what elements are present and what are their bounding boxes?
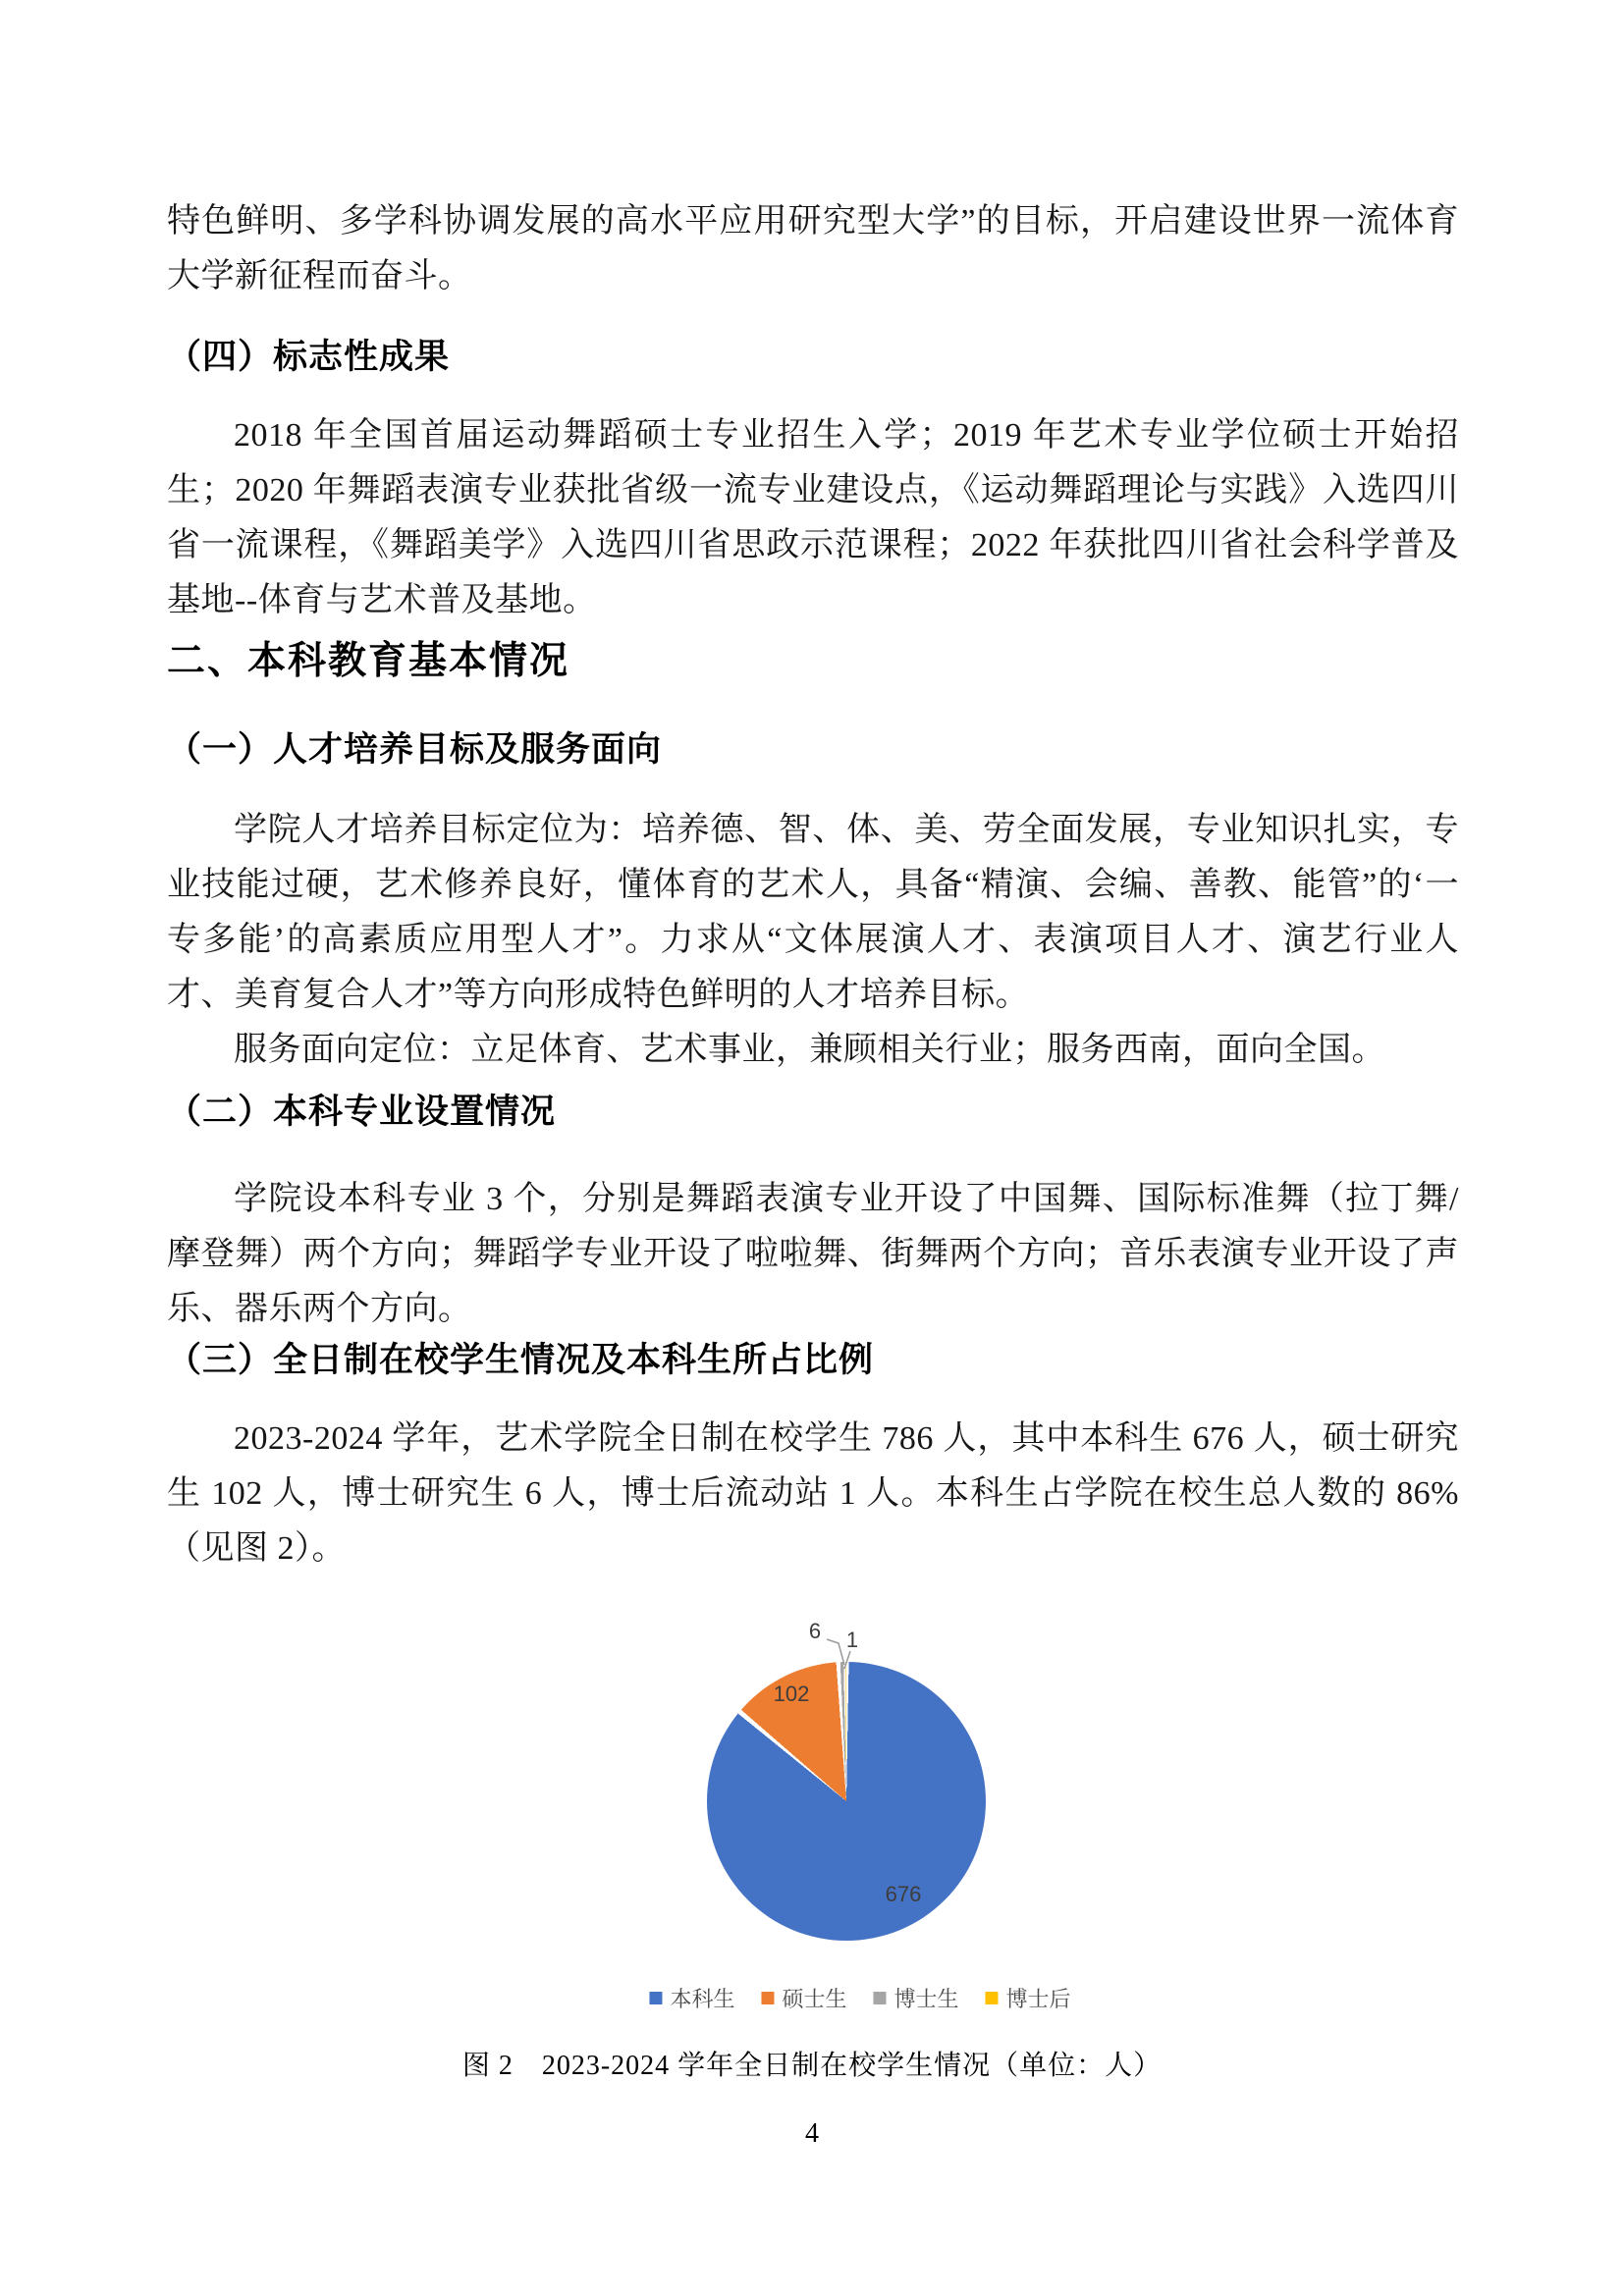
paragraph-enrollment — [167, 1412, 1459, 1576]
pie-chart — [707, 1662, 986, 1941]
heading-section-2-1: （一）人才培养目标及服务面向 — [167, 730, 663, 769]
paragraph-continuation — [167, 194, 1459, 304]
pie-label-doctoral: 6 — [808, 1619, 822, 1643]
heading-section-4: （四）标志性成果 — [167, 338, 451, 376]
pie-label-master: 102 — [773, 1682, 810, 1706]
pie-label-undergrad: 676 — [885, 1882, 922, 1906]
legend-label: 博士后 — [1005, 1987, 1071, 2011]
legend-label: 硕士生 — [782, 1987, 847, 2011]
legend-label: 博士生 — [893, 1987, 959, 2011]
page-number: 4 — [805, 2118, 819, 2149]
heading-section-2-3: （三）全日制在校学生情况及本科生所占比例 — [167, 1341, 875, 1379]
paragraph-achievements — [167, 408, 1459, 628]
legend-swatch-postdoc — [986, 1992, 999, 2004]
heading-section-2-2: （二）本科专业设置情况 — [167, 1093, 557, 1131]
paragraph-text: 学院设本科专业 3 个，分别是舞蹈表演专业开设了中国舞、国际标准舞（拉丁舞/摩登舞）两个方向；舞蹈学专业开设了啦啦舞、街舞两个方向；音乐表演专业开设了声乐、器乐两个方向。 — [167, 1181, 1459, 1327]
legend-item-undergrad — [649, 1983, 734, 2013]
legend-label: 本科生 — [670, 1987, 735, 2011]
legend-item-doctoral — [874, 1983, 959, 2013]
paragraph-training-goal — [167, 803, 1459, 1078]
legend-swatch-doctoral — [874, 1992, 887, 2004]
paragraph-text: 2018 年全国首届运动舞蹈硕士专业招生入学；2019 年艺术专业学位硕士开始招生；2020 年舞蹈表演专业获批省级一流专业建设点，《运动舞蹈理论与实践》入选四川省一流课程，《舞蹈美学》入选四川省思政示范课程；2022 年获批四川省社会科学普及基地--体育与艺术普及基地。 — [167, 417, 1459, 618]
figure-caption: 图 2 2023-2024 学年全日制在校学生情况（单位：人） — [461, 2051, 1163, 2081]
paragraph-text: 学院人才培养目标定位为：培养德、智、体、美、劳全面发展，专业知识扎实，专业技能过硬，艺术修养良好，懂体育的艺术人，具备“精演、会编、善教、能管”的‘一专多能’的高素质应用型人才”。力求从“文体展演人才、表演项目人才、演艺行业人才、美育复合人才”等方向形成特色鲜明的人才培养目标。 — [167, 812, 1459, 1013]
legend-item-postdoc — [986, 1983, 1071, 2013]
legend-item-master — [761, 1983, 846, 2013]
paragraph-majors — [167, 1172, 1459, 1337]
paragraph-text: 服务面向定位：立足体育、艺术事业，兼顾相关行业；服务西南，面向全国。 — [234, 1032, 1385, 1068]
legend-swatch-master — [761, 1992, 774, 2004]
heading-chapter-2: 二、本科教育基本情况 — [167, 640, 570, 682]
paragraph-text: 特色鲜明、多学科协调发展的高水平应用研究型大学”的目标，开启建设世界一流体育大学新征程而奋斗。 — [167, 203, 1459, 294]
pie-label-postdoc: 1 — [845, 1628, 859, 1652]
paragraph-text: 2023-2024 学年，艺术学院全日制在校学生 786 人，其中本科生 676 人，硕士研究生 102 人，博士研究生 6 人，博士后流动站 1 人。本科生占学院在校生总人数的 86%（见图 2）。 — [167, 1420, 1459, 1567]
legend-swatch-undergrad — [649, 1992, 662, 2004]
chart-legend — [649, 1983, 1070, 2013]
